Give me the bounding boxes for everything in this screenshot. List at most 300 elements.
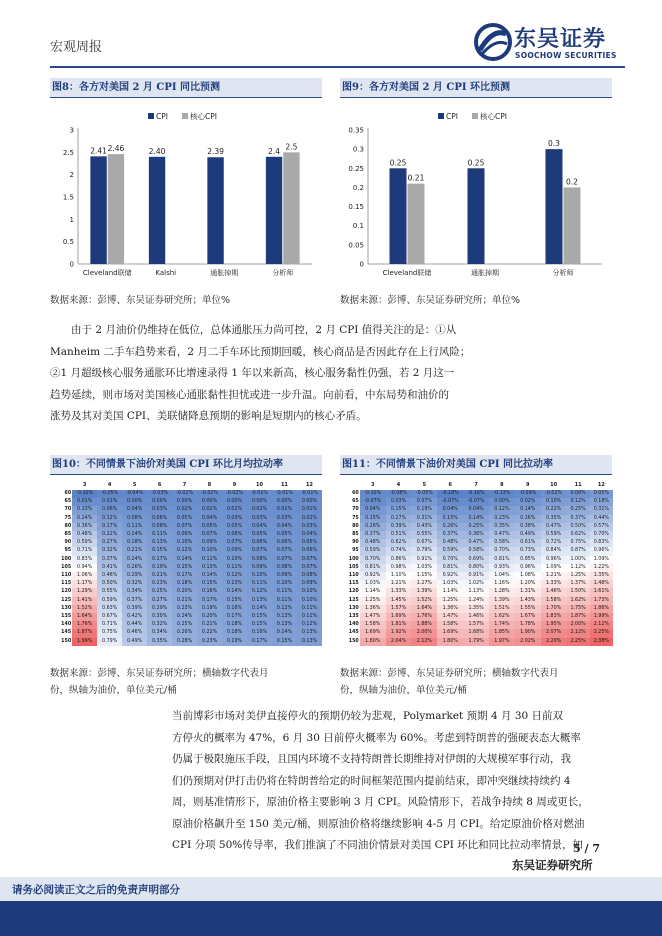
figure-11-heatmap [343,480,613,646]
fig10-cell: 0.00% [197,498,222,506]
figure-10-source [50,665,269,699]
fig10-cell: 0.46% [122,629,147,637]
fig10-cell: 0.09% [247,564,272,572]
fig11-cell: 1.09% [541,564,567,572]
fig11-cell: 0.62% [567,531,590,539]
fig11-col-header: 6 [448,482,452,488]
fig10-cell: 0.04% [122,506,147,514]
fig8-y-tick-label: 2.5 [62,148,74,157]
fig10-cell: 0.12% [172,547,197,555]
fig10-cell: 0.14% [247,605,272,613]
fig10-cell: 0.75% [97,629,122,637]
fig11-cell: 1.25% [567,572,590,580]
fig11-cell: -0.09% [515,490,541,498]
fig11-cell: 0.87% [567,547,590,555]
fig11-cell: 1.45% [386,597,412,605]
figure-9-source: 数据来源：彭博、东吴证券研究所；单位% [340,295,521,306]
fig8-legend-swatch-1 [182,113,188,119]
fig9-legend-swatch-0 [438,113,444,119]
fig10-cell: 0.01% [297,506,322,514]
fig10-row-header: 135 [56,613,72,621]
fig11-cell: 1.51% [489,605,515,613]
fig10-row [56,580,322,588]
fig11-cell: 1.43% [515,597,541,605]
fig11-cell: 0.37% [437,531,463,539]
figure-8-source: 数据来源：彭博、东吴证券研究所；单位% [50,295,231,306]
fig11-cell: 1.33% [541,580,567,588]
fig11-cell: 1.81% [386,621,412,629]
fig10-cell: 0.08% [297,572,322,580]
paragraph-1-line: Manheim 二手车趋势来看，2 月二手车环比预期回暖，核心商品是否因此存在上行风险； [50,345,471,358]
fig10-col-header: 5 [132,482,137,488]
fig10-row [56,613,322,621]
fig11-cell: 0.04% [463,506,489,514]
fig11-cell: 0.25% [463,523,489,531]
fig11-cell: 1.97% [489,638,515,646]
fig11-row [343,547,613,555]
fig10-cell: 0.17% [97,523,122,531]
fig11-cell: 2.38% [590,638,613,646]
fig9-data-label: 0.21 [407,173,425,183]
fig10-cell: 0.18% [122,539,147,547]
fig11-row [343,498,613,506]
fig11-cell: 0.73% [515,547,541,555]
fig10-cell: 0.06% [297,547,322,555]
company-logo [474,20,624,68]
fig11-cell: 1.58% [437,621,463,629]
fig10-cell: 0.17% [172,572,197,580]
fig10-cell: 0.71% [97,621,122,629]
fig11-cell: 0.49% [515,531,541,539]
fig11-cell: 0.12% [567,498,590,506]
fig10-cell: 1.29% [72,588,97,596]
fig9-category-label: Cleveland联储 [382,269,432,277]
fig11-cell: 1.36% [437,605,463,613]
fig8-data-label: 2.39 [207,147,224,157]
fig11-cell: 0.47% [489,531,515,539]
fig11-cell: 1.86% [590,605,613,613]
fig11-cell: 0.92% [360,572,386,580]
fig11-cell: 0.27% [386,515,412,523]
fig10-cell: 0.15% [172,564,197,572]
fig11-row [343,556,613,564]
fig11-cell: 0.74% [386,547,412,555]
fig11-cell: 1.85% [489,629,515,637]
fig8-y-tick-label: 1.5 [62,193,74,202]
fig10-row [56,621,322,629]
fig9-data-label: 0.2 [566,177,578,187]
fig8-category-label: Kalshi [155,269,177,277]
fig11-cell: 1.25% [360,597,386,605]
fig11-cell: 1.03% [411,564,437,572]
fig11-cell: 1.95% [541,621,567,629]
fig10-row [56,490,322,498]
fig9-bar [408,184,425,264]
fig11-cell: 0.96% [541,556,567,564]
fig9-legend-swatch-1 [472,113,478,119]
fig11-cell: 0.84% [541,547,567,555]
fig10-cell: -0.02% [172,490,197,498]
fig11-cell: 1.24% [463,597,489,605]
fig10-row [56,498,322,506]
fig11-cell: 0.15% [437,515,463,523]
fig11-cell: 0.36% [463,531,489,539]
fig10-cell: 0.11% [147,531,172,539]
fig10-row-header: 130 [56,605,72,613]
fig10-cell: -0.05% [97,490,122,498]
fig10-col-header: 9 [232,482,237,488]
fig11-row [343,531,613,539]
fig10-cell: 0.11% [272,597,297,605]
fig11-cell: 0.75% [567,539,590,547]
fig11-cell: 2.20% [541,638,567,646]
fig11-cell: 2.02% [515,638,541,646]
fig11-row [343,629,613,637]
fig11-cell: 0.85% [515,556,541,564]
fig10-cell: 0.08% [247,556,272,564]
fig11-cell: 1.00% [567,556,590,564]
fig10-cell: -0.04% [122,490,147,498]
fig11-cell: 1.47% [437,613,463,621]
fig11-row [343,638,613,646]
paragraph-1-line: ②1 月超级核心服务通胀环比增速录得 1 年以来新高，核心服务黏性仍强，若 2 月这一 [50,367,455,379]
fig10-cell: 0.00% [247,498,272,506]
fig10-cell: 0.59% [97,597,122,605]
fig8-y-tick-label: 2 [69,171,74,180]
fig11-cell: 1.22% [590,564,613,572]
fig11-row-header: 85 [343,531,360,539]
paragraph-2-line: 方停火的概率为 47%，6 月 30 日前停火概率为 60%。考虑到特朗普的强硬表态大概率 [172,731,581,744]
fig11-cell: 0.39% [386,523,412,531]
fig10-cell: -0.03% [147,490,172,498]
fig11-cell: 0.47% [463,539,489,547]
fig11-cell: 0.31% [411,515,437,523]
fig11-cell: 1.21% [386,580,412,588]
fig11-cell: 1.39% [489,597,515,605]
fig8-y-tick-label: 0.5 [62,238,74,247]
fig11-cell: 1.37% [567,580,590,588]
fig10-cell: 0.07% [297,556,322,564]
fig10-cell: 0.11% [272,588,297,596]
figure-10-source-line: 份，纵轴为油价，单位美元/桶 [50,685,177,696]
fig11-row-header: 135 [343,613,360,621]
fig8-y-tick-label: 3 [69,126,74,135]
fig8-bar [90,156,106,264]
fig11-cell: 0.70% [437,556,463,564]
logo-en-text: SOOCHOW SECURITIES [515,51,617,60]
fig9-y-tick-label: 0.05 [348,241,364,250]
paragraph-2-line: 周，则基准情形下，原油价格主要影响 3 月 CPI。风险情形下，若战争持续 8 周或更长， [172,796,589,808]
fig9-y-tick-label: 0.25 [348,164,364,173]
fig10-cell: 0.07% [272,556,297,564]
fig11-cell: -0.02% [541,490,567,498]
fig10-cell: 0.13% [272,613,297,621]
fig11-cell: 1.03% [360,580,386,588]
fig11-cell: 1.13% [463,588,489,596]
paragraph-2-line: 当前博彩市场对美伊直接停火的预期仍较为悲观，Polymarket 预期 4 月 30 日前双 [172,710,564,722]
fig10-row [56,629,322,637]
fig11-cell: 1.68% [463,629,489,637]
fig10-cell: 0.14% [122,531,147,539]
fig10-cell: 0.23% [147,580,172,588]
fig11-cell: -0.07% [437,498,463,506]
fig10-row [56,588,322,596]
fig10-cell: 0.36% [72,523,97,531]
fig10-cell: 0.13% [247,597,272,605]
fig11-cell: 0.70% [590,531,613,539]
fig10-cell: 0.07% [197,531,222,539]
fig11-cell: -0.07% [360,498,386,506]
fig9-data-label: 0.3 [548,139,560,149]
fig9-legend-label-0: CPI [446,112,458,121]
fig10-cell: 0.29% [122,572,147,580]
fig11-cell: 0.25% [567,506,590,514]
fig8-category-label: 通胀掉期 [210,269,239,277]
fig11-cell: 1.31% [515,588,541,596]
fig10-cell: 0.24% [172,613,197,621]
fig10-row [56,597,322,605]
fig11-cell: 0.02% [515,498,541,506]
fig10-cell: 0.15% [147,547,172,555]
fig11-cell: 0.12% [489,506,515,514]
fig11-cell: 0.26% [360,523,386,531]
fig11-cell: 1.08% [515,572,541,580]
fig11-row-header: 110 [343,572,360,580]
fig10-row-header: 70 [56,506,72,514]
fig10-cell: 0.00% [147,498,172,506]
fig8-bar [207,157,223,264]
fig10-cell: 0.05% [247,531,272,539]
fig11-row-header: 60 [343,490,360,498]
fig8-data-label: 2.4 [268,146,281,156]
fig11-cell: -0.18% [437,490,463,498]
fig10-cell: 0.14% [197,572,222,580]
fig10-cell: 0.18% [222,621,247,629]
fig10-cell: 0.19% [197,605,222,613]
fig11-cell: 0.37% [360,531,386,539]
fig10-row-header: 110 [56,572,72,580]
fig10-cell: 0.11% [122,523,147,531]
fig10-row-header: 125 [56,597,72,605]
fig10-cell: 0.49% [122,638,147,646]
fig10-cell: 0.13% [297,638,322,646]
fig10-row [56,605,322,613]
fig11-col-header: 5 [422,482,427,488]
fig11-cell: 1.15% [411,572,437,580]
fig10-cell: 0.05% [272,531,297,539]
fig10-cell: 0.00% [172,498,197,506]
fig11-col-header: 9 [526,482,530,488]
fig9-y-tick-label: 0.3 [352,145,364,154]
fig10-cell: 0.19% [147,564,172,572]
fig10-cell: 0.94% [72,564,97,572]
fig10-cell: 0.15% [222,597,247,605]
fig11-col-header: 11 [574,482,582,488]
figure-10-heatmap [56,480,322,646]
fig11-row-header: 105 [343,564,360,572]
fig10-col-header: 3 [82,482,87,488]
fig9-category-label: 通胀掉期 [471,269,499,277]
fig10-cell: 0.22% [197,629,222,637]
fig10-cell: 0.03% [222,515,247,523]
fig10-cell: 0.32% [97,547,122,555]
fig11-header-row [343,480,613,490]
fig10-cell: 0.02% [222,506,247,514]
fig11-row-header: 100 [343,556,360,564]
fig11-cell: 0.04% [360,506,386,514]
fig10-cell: 0.13% [272,621,297,629]
fig11-corner-cell [343,480,360,490]
fig10-cell: 0.08% [272,564,297,572]
fig11-cell: -0.08% [386,490,412,498]
fig10-cell: 1.06% [72,572,97,580]
fig11-col-header: 8 [500,482,504,488]
fig11-cell: 0.61% [515,539,541,547]
fig11-row [343,621,613,629]
figure-9-title: 图9：各方对美国 2 月 CPI 环比预测 [340,78,612,98]
fig10-cell: 0.10% [272,580,297,588]
fig11-cell: 1.35% [463,605,489,613]
fig10-cell: 0.17% [247,638,272,646]
fig10-cell: 0.10% [247,572,272,580]
fig10-cell: 0.04% [297,531,322,539]
fig11-cell: 1.75% [567,605,590,613]
fig11-cell: 0.79% [411,547,437,555]
fig11-row-header: 115 [343,580,360,588]
fig10-row-header: 65 [56,498,72,506]
fig11-cell: 2.00% [567,621,590,629]
figure-8-chart [50,100,322,290]
fig10-col-header: 7 [182,482,187,488]
fig10-cell: 0.17% [222,613,247,621]
fig10-cell: 0.18% [222,629,247,637]
fig10-cell: 0.13% [222,580,247,588]
fig10-cell: 1.41% [72,597,97,605]
fig11-row-header: 120 [343,588,360,596]
fig10-cell: 0.22% [97,531,122,539]
fig10-cell: 0.14% [172,556,197,564]
fig11-cell: 0.67% [411,539,437,547]
fig11-row-header: 140 [343,621,360,629]
fig10-cell: 0.44% [122,621,147,629]
fig11-cell: 0.10% [541,498,567,506]
fig8-category-label: 分析师 [272,269,294,277]
fig10-cell: 0.02% [197,506,222,514]
fig10-cell: 0.15% [272,638,297,646]
fig10-cell: 1.64% [72,613,97,621]
fig10-cell: 0.03% [147,506,172,514]
fig10-cell: 0.59% [72,539,97,547]
fig10-cell: 1.52% [72,605,97,613]
fig10-cell: 0.32% [147,621,172,629]
fig10-cell: 0.32% [122,580,147,588]
fig11-cell: 0.55% [411,531,437,539]
fig10-cell: 0.10% [297,588,322,596]
fig10-cell: 0.79% [97,638,122,646]
fig11-cell: 0.37% [567,515,590,523]
fig8-y-tick-label: 0 [69,260,74,269]
fig11-cell: 1.02% [463,580,489,588]
disclaimer-link[interactable]: 请务必阅读正文之后的免责声明部分 [12,884,180,896]
fig11-cell: 0.31% [590,506,613,514]
fig10-cell: 0.00% [297,498,322,506]
fig10-cell: 0.06% [97,506,122,514]
fig10-cell: 0.13% [197,564,222,572]
fig10-cell: 0.48% [72,531,97,539]
fig10-cell: 0.14% [222,588,247,596]
fig10-cell: 0.34% [122,588,147,596]
fig8-data-label: 2.46 [107,144,125,154]
fig10-cell: 0.27% [97,539,122,547]
fig10-cell: 0.15% [197,580,222,588]
fig10-cell: 0.11% [222,564,247,572]
fig10-row [56,506,322,514]
fig11-cell: 0.26% [437,523,463,531]
fig11-cell: 0.38% [515,523,541,531]
fig10-cell: 0.03% [297,523,322,531]
fig9-y-tick-label: 0 [359,260,364,269]
fig11-row-header: 75 [343,515,360,523]
fig10-cell: 0.02% [297,515,322,523]
fig11-cell: 0.70% [360,556,386,564]
fig11-cell: 0.96% [515,564,541,572]
fig10-cell: 0.12% [97,515,122,523]
fig11-cell: 1.64% [411,605,437,613]
fig10-cell: 0.35% [147,638,172,646]
fig10-cell: 0.10% [172,539,197,547]
fig11-cell: 0.51% [386,531,412,539]
fig10-col-header: 4 [107,482,112,488]
fig11-cell: 1.62% [567,597,590,605]
fig10-cell: 0.27% [147,597,172,605]
fig10-cell: 0.37% [97,556,122,564]
logo-mark-icon [474,20,512,64]
fig10-row [56,564,322,572]
fig10-row [56,572,322,580]
fig10-cell: 0.07% [272,547,297,555]
fig11-cell: 0.00% [567,490,590,498]
fig11-cell: 1.47% [360,613,386,621]
fig9-legend-label-1: 核心CPI [480,112,507,121]
fig11-cell: 1.14% [437,588,463,596]
fig10-cell: 0.03% [272,515,297,523]
fig10-row [56,531,322,539]
fig11-cell: 1.46% [463,613,489,621]
fig9-y-tick-label: 0.15 [348,203,364,212]
fig11-cell: 1.14% [360,588,386,596]
fig11-cell: 0.96% [590,547,613,555]
fig11-col-header: 10 [550,482,558,488]
fig11-cell: 1.36% [360,605,386,613]
fig11-cell: 1.80% [360,638,386,646]
fig11-cell: 0.14% [515,506,541,514]
fig10-cell: 0.19% [222,638,247,646]
fig10-cell: 0.08% [122,515,147,523]
fig10-cell: 0.01% [97,498,122,506]
fig10-cell: 0.04% [272,523,297,531]
fig11-cell: 2.07% [541,629,567,637]
fig10-cell: 0.20% [172,588,197,596]
fig11-cell: 0.91% [411,556,437,564]
fig11-cell: 2.12% [411,638,437,646]
fig11-cell: 1.62% [489,613,515,621]
fig10-row [56,539,322,547]
fig11-cell: 0.86% [386,556,412,564]
fig11-cell: 1.55% [515,605,541,613]
fig10-corner-cell [56,480,72,490]
fig10-cell: 0.11% [247,580,272,588]
fig11-cell: 1.69% [386,613,412,621]
